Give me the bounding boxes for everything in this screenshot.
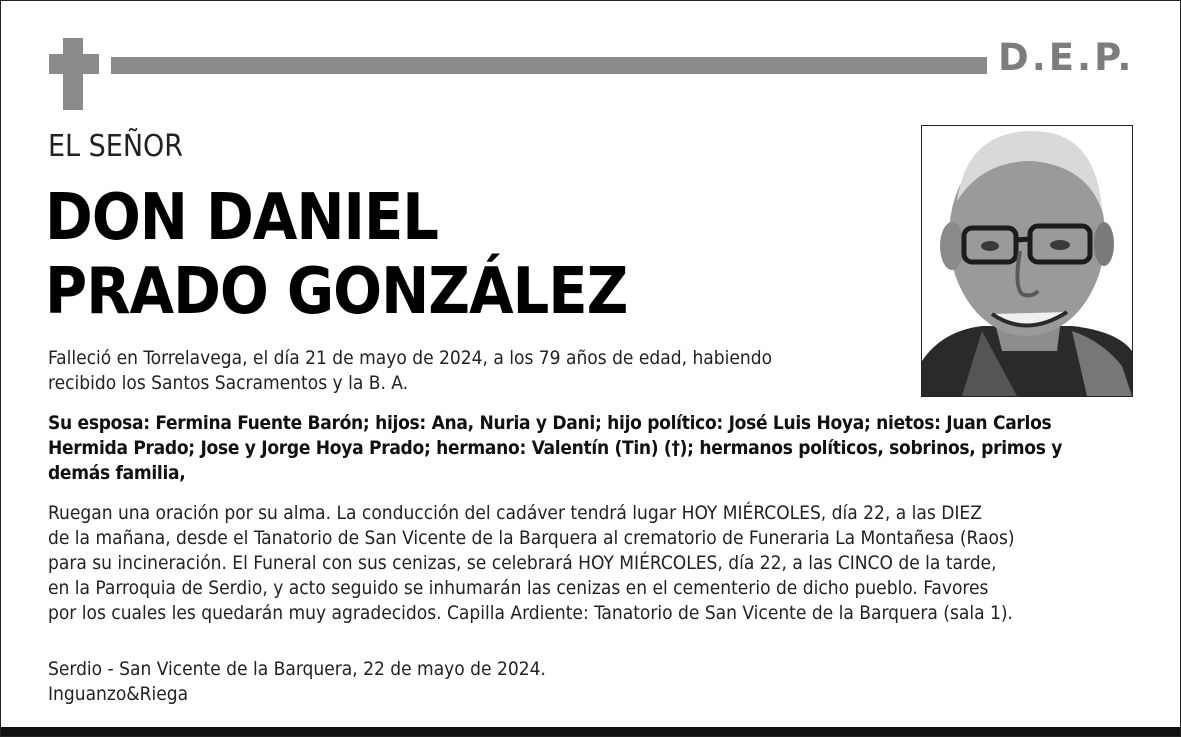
place-date: Serdio - San Vicente de la Barquera, 22 de mayo de 2024. (48, 658, 546, 680)
deceased-name (45, 181, 627, 329)
death-line-1: Falleció en Torrelavega, el día 21 de mayo de 2024, a los 79 años de edad, habiendo (48, 347, 773, 369)
service-line-2: de la mañana, desde el Tanatorio de San Vicente de la Barquera al crematorio de Funeraria La Montañesa (Raos) (48, 527, 1015, 549)
name-line-2: PRADO GONZÁLEZ (45, 255, 628, 329)
name-line-1: DON DANIEL (45, 181, 438, 255)
family-line-3: demás familia, (48, 462, 186, 484)
service-line-4: en la Parroquia de Serdio, y acto seguido se inhumarán las cenizas en el cementerio de dicho pueblo. Favores (48, 577, 989, 599)
portrait-photo (921, 125, 1133, 397)
family-paragraph (48, 411, 1062, 486)
service-line-3: para su incineración. El Funeral con sus cenizas, se celebrará HOY MIÉRCOLES, día 22, a las CINCO de la tarde, (48, 552, 997, 574)
service-line-5: por los cuales les quedarán muy agradecidos. Capilla Ardiente: Tanatorio de San Vicente de la Barquera (sala 1). (48, 602, 1013, 624)
cross-icon-bar (49, 54, 99, 74)
closing-paragraph (48, 657, 546, 707)
death-notice-paragraph (48, 346, 772, 396)
dep-label: D.E.P. (998, 36, 1135, 79)
service-paragraph (48, 501, 1015, 626)
funeral-home: Inguanzo&Riega (48, 683, 189, 705)
honorific-title: EL SEÑOR (48, 129, 184, 164)
header-divider (111, 57, 987, 74)
death-line-2: recibido los Santos Sacramentos y la B. A. (48, 372, 409, 394)
service-line-1: Ruegan una oración por su alma. La conducción del cadáver tendrá lugar HOY MIÉRCOLES, día 22, a las DIEZ (48, 502, 982, 524)
bottom-border (1, 727, 1180, 736)
family-line-1: Su esposa: Fermina Fuente Barón; hijos: Ana, Nuria y Dani; hijo político: José Luis Hoya; nietos: Juan Carlos (48, 412, 1052, 434)
cross-icon (63, 38, 83, 110)
family-line-2: Hermida Prado; Jose y Jorge Hoya Prado; hermano: Valentín (Tin) (†); hermanos políticos, sobrinos, primos y (48, 437, 1063, 459)
